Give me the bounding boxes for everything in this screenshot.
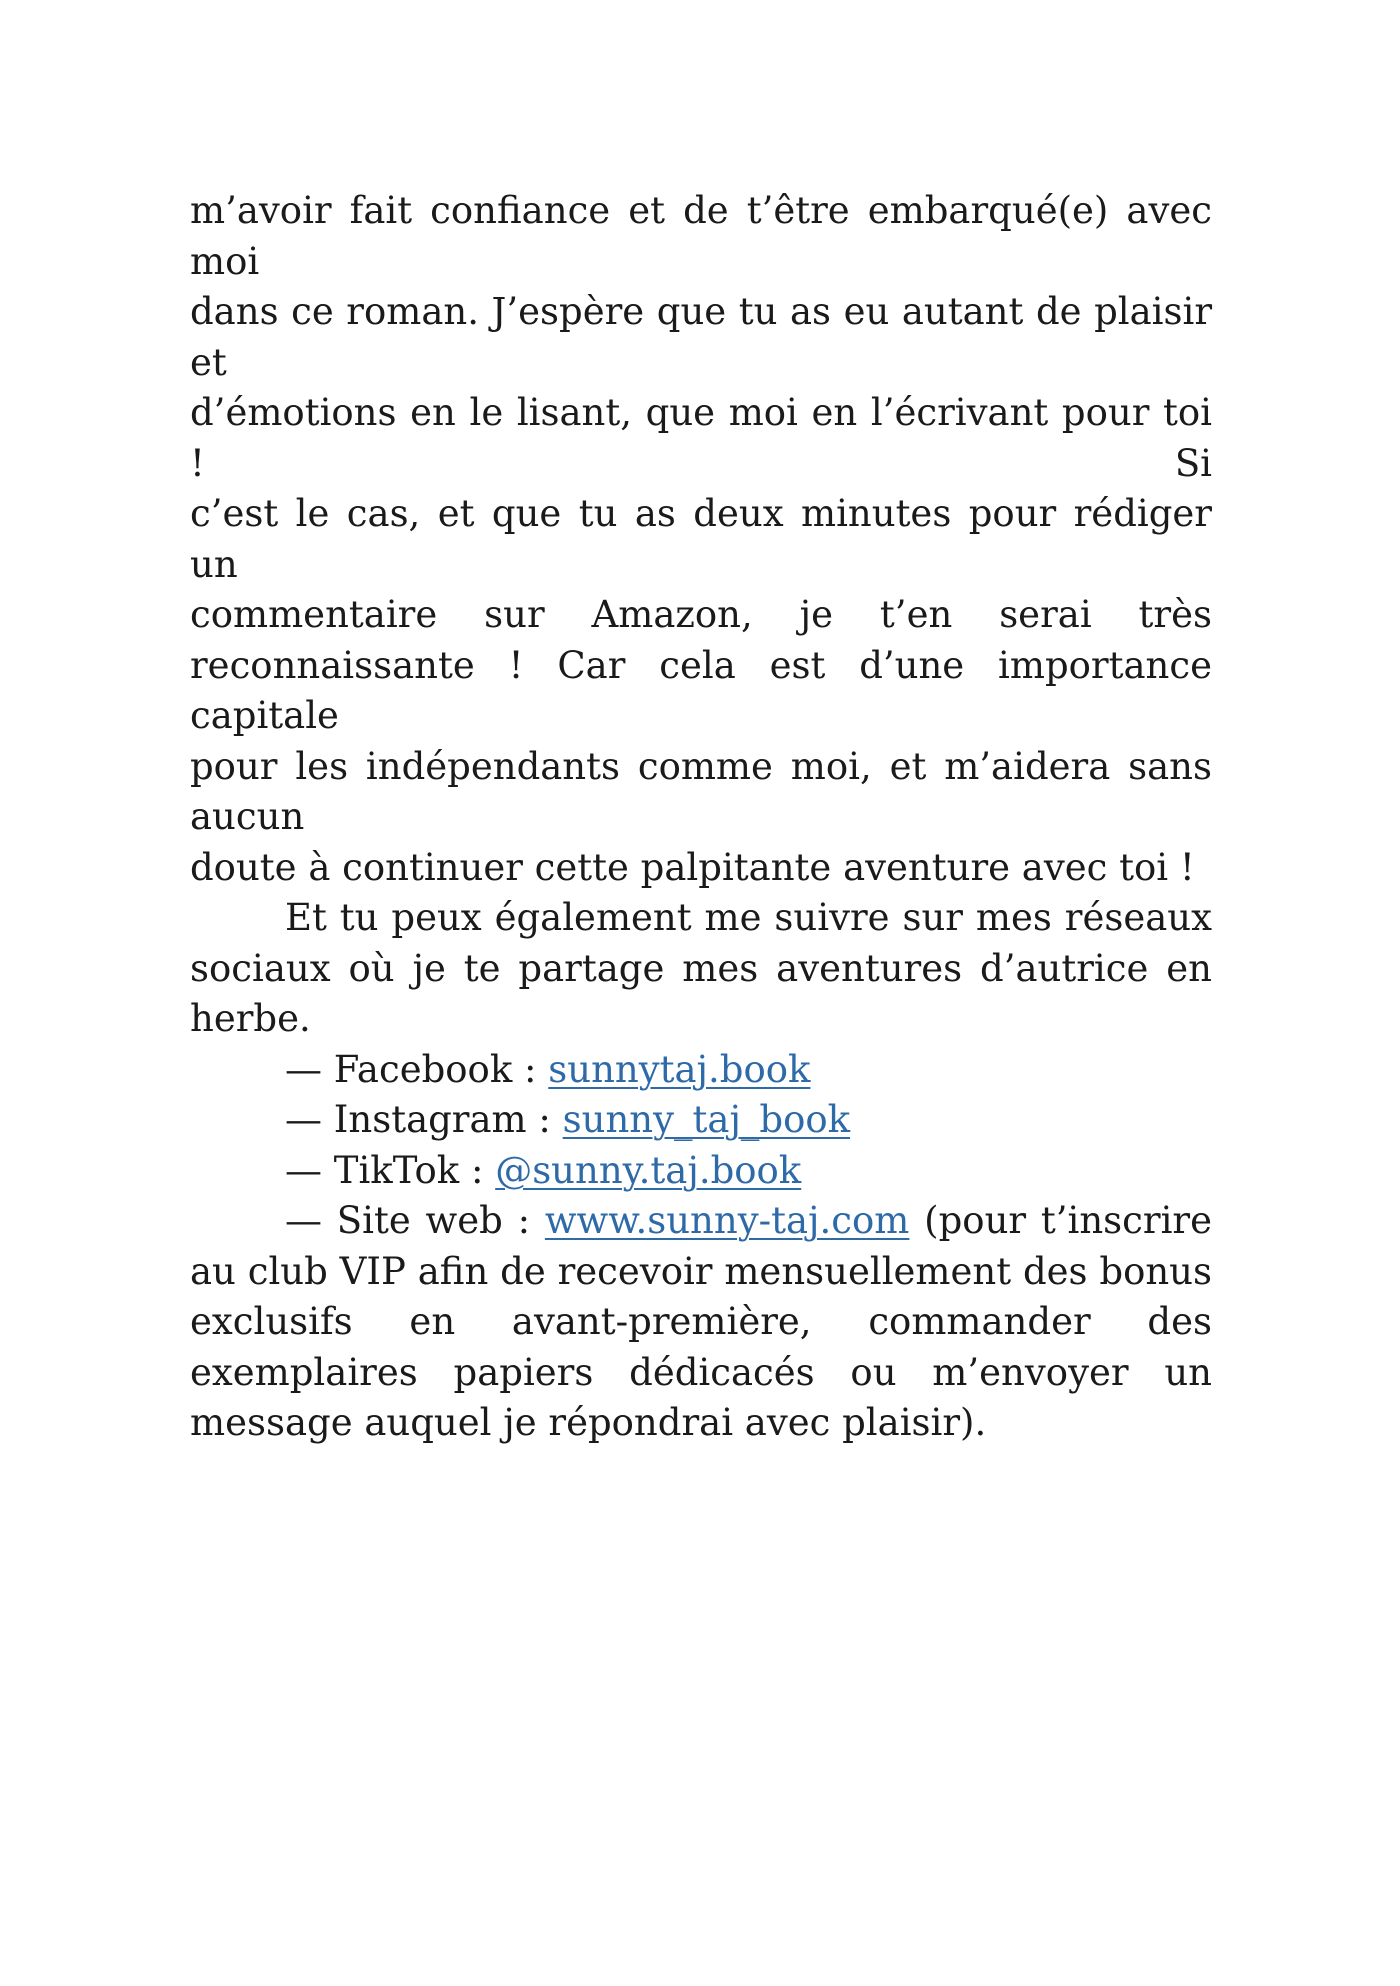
paragraph-line: dans ce roman. J’espère que tu as eu autant de plaisir et xyxy=(190,290,1212,384)
website-paragraph xyxy=(190,1196,1212,1449)
facebook-link[interactable]: sunnytaj.book xyxy=(548,1047,811,1091)
facebook-label: — Facebook : xyxy=(285,1047,549,1091)
body-text xyxy=(190,186,1212,1449)
paragraph-line: m’avoir fait confiance et de t’être embarqué(e) avec moi xyxy=(190,189,1212,283)
instagram-line xyxy=(190,1095,1212,1146)
tiktok-line xyxy=(190,1146,1212,1197)
paragraph-line: d’émotions en le lisant, que moi en l’écrivant pour toi ! Si xyxy=(190,391,1212,485)
paragraph-line: reconnaissante ! Car cela est d’une importance capitale xyxy=(190,643,1212,737)
paragraph-line: doute à continuer cette palpitante aventure avec toi ! xyxy=(190,845,1195,889)
website-link[interactable]: www.sunny-taj.com xyxy=(544,1199,910,1242)
website-label: — Site web : xyxy=(285,1199,545,1242)
instagram-label: — Instagram : xyxy=(285,1098,563,1141)
paragraph-line: commentaire sur Amazon, je t’en serai très xyxy=(190,593,1212,636)
tiktok-link[interactable]: @sunny.taj.book xyxy=(495,1148,802,1192)
social-intro-paragraph: Et tu peux également me suivre sur mes réseaux sociaux où je te partage mes aventures d’autrice en herbe. xyxy=(190,896,1212,1040)
tiktok-label: — TikTok : xyxy=(285,1148,496,1192)
paragraph-line: c’est le cas, et que tu as deux minutes pour rédiger un xyxy=(190,492,1212,586)
instagram-link[interactable]: sunny_taj_book xyxy=(562,1098,851,1141)
paragraph-line: pour les indépendants comme moi, et m’aidera sans aucun xyxy=(190,744,1212,838)
website-description: (pour t’inscrire au club VIP afin de recevoir mensuellement des bonus exclusifs en avant-première, commander des exemplaires papiers dédicacés ou m’envoyer un message auquel je répondrai avec plaisir). xyxy=(190,1199,1212,1444)
facebook-line xyxy=(190,1045,1212,1096)
